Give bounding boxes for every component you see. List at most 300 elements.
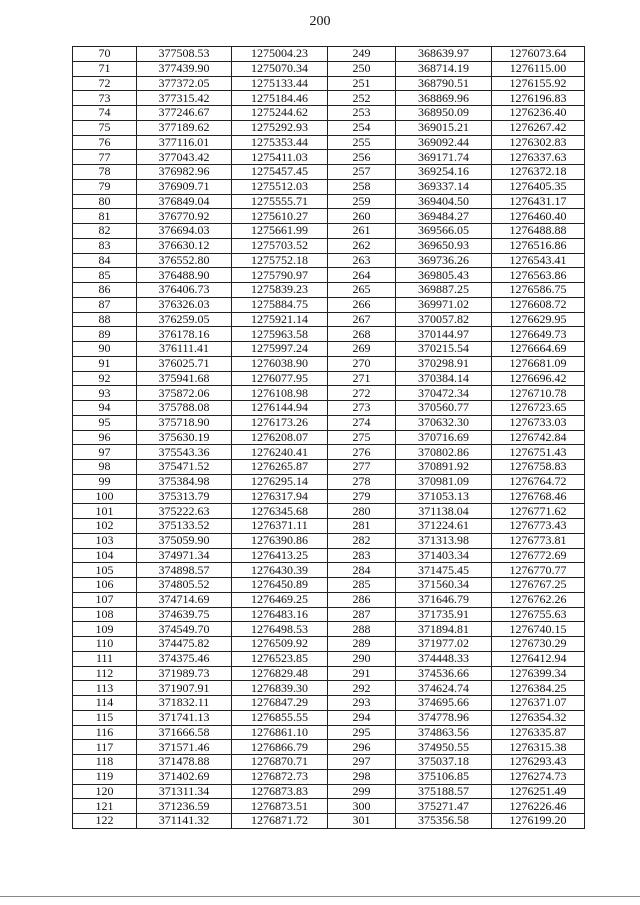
y-coordinate-left: 1276345.68: [232, 504, 328, 519]
point-number-right: 257: [328, 165, 396, 180]
x-coordinate-left: 371666.58: [137, 725, 232, 740]
y-coordinate-left: 1276483.16: [232, 607, 328, 622]
x-coordinate-right: 371977.02: [396, 637, 492, 652]
point-number-right: 298: [328, 769, 396, 784]
point-number-right: 270: [328, 356, 396, 371]
y-coordinate-right: 1276315.38: [492, 740, 585, 755]
x-coordinate-left: 374375.46: [137, 651, 232, 666]
x-coordinate-left: 375384.98: [137, 474, 232, 489]
point-number-right: 256: [328, 150, 396, 165]
y-coordinate-left: 1276413.25: [232, 548, 328, 563]
point-number-left: 75: [73, 120, 137, 135]
y-coordinate-right: 1276733.03: [492, 415, 585, 430]
table-row: [73, 681, 585, 696]
y-coordinate-left: 1275411.03: [232, 150, 328, 165]
y-coordinate-right: 1276767.25: [492, 578, 585, 593]
point-number-left: 118: [73, 755, 137, 770]
x-coordinate-right: 370057.82: [396, 312, 492, 327]
y-coordinate-left: 1276077.95: [232, 371, 328, 386]
table-row: [73, 61, 585, 76]
x-coordinate-right: 374624.74: [396, 681, 492, 696]
x-coordinate-left: 374898.57: [137, 563, 232, 578]
y-coordinate-right: 1276236.40: [492, 106, 585, 121]
y-coordinate-left: 1275752.18: [232, 253, 328, 268]
point-number-right: 277: [328, 460, 396, 475]
x-coordinate-left: 371989.73: [137, 666, 232, 681]
x-coordinate-left: 374639.75: [137, 607, 232, 622]
x-coordinate-left: 374971.34: [137, 548, 232, 563]
x-coordinate-right: 374863.56: [396, 725, 492, 740]
point-number-right: 283: [328, 548, 396, 563]
table-row: [73, 312, 585, 327]
y-coordinate-right: 1276649.73: [492, 327, 585, 342]
x-coordinate-right: 374778.96: [396, 710, 492, 725]
x-coordinate-right: 371560.34: [396, 578, 492, 593]
point-number-left: 104: [73, 548, 137, 563]
point-number-left: 115: [73, 710, 137, 725]
table-row: [73, 799, 585, 814]
x-coordinate-right: 370891.92: [396, 460, 492, 475]
point-number-left: 72: [73, 76, 137, 91]
point-number-right: 269: [328, 342, 396, 357]
y-coordinate-right: 1276371.07: [492, 696, 585, 711]
x-coordinate-left: 377043.42: [137, 150, 232, 165]
y-coordinate-right: 1276405.35: [492, 179, 585, 194]
y-coordinate-left: 1276866.79: [232, 740, 328, 755]
point-number-left: 79: [73, 179, 137, 194]
point-number-left: 105: [73, 563, 137, 578]
x-coordinate-right: 369566.05: [396, 224, 492, 239]
point-number-right: 279: [328, 489, 396, 504]
table-row: [73, 135, 585, 150]
table-row: [73, 622, 585, 637]
point-number-left: 114: [73, 696, 137, 711]
y-coordinate-right: 1276516.86: [492, 238, 585, 253]
point-number-left: 78: [73, 165, 137, 180]
x-coordinate-left: 376694.03: [137, 224, 232, 239]
x-coordinate-right: 369887.25: [396, 283, 492, 298]
table-row: [73, 327, 585, 342]
y-coordinate-left: 1275184.46: [232, 91, 328, 106]
point-number-left: 76: [73, 135, 137, 150]
y-coordinate-left: 1276509.92: [232, 637, 328, 652]
table-row: [73, 519, 585, 534]
point-number-left: 77: [73, 150, 137, 165]
point-number-right: 287: [328, 607, 396, 622]
x-coordinate-right: 371646.79: [396, 592, 492, 607]
y-coordinate-right: 1276274.73: [492, 769, 585, 784]
y-coordinate-right: 1276460.40: [492, 209, 585, 224]
x-coordinate-right: 370716.69: [396, 430, 492, 445]
point-number-left: 85: [73, 268, 137, 283]
y-coordinate-right: 1276302.83: [492, 135, 585, 150]
y-coordinate-left: 1276371.11: [232, 519, 328, 534]
x-coordinate-right: 371735.91: [396, 607, 492, 622]
y-coordinate-left: 1276430.39: [232, 563, 328, 578]
x-coordinate-right: 374695.66: [396, 696, 492, 711]
x-coordinate-right: 368639.97: [396, 47, 492, 62]
point-number-right: 301: [328, 814, 396, 829]
x-coordinate-right: 369484.27: [396, 209, 492, 224]
x-coordinate-left: 376025.71: [137, 356, 232, 371]
y-coordinate-left: 1276144.94: [232, 401, 328, 416]
point-number-left: 110: [73, 637, 137, 652]
x-coordinate-right: 370215.54: [396, 342, 492, 357]
y-coordinate-left: 1276038.90: [232, 356, 328, 371]
point-number-right: 259: [328, 194, 396, 209]
y-coordinate-right: 1276073.64: [492, 47, 585, 62]
table-row: [73, 356, 585, 371]
table-row: [73, 253, 585, 268]
point-number-left: 107: [73, 592, 137, 607]
y-coordinate-right: 1276723.65: [492, 401, 585, 416]
y-coordinate-left: 1276469.25: [232, 592, 328, 607]
x-coordinate-right: 371138.04: [396, 504, 492, 519]
point-number-left: 120: [73, 784, 137, 799]
point-number-right: 268: [328, 327, 396, 342]
point-number-right: 280: [328, 504, 396, 519]
point-number-left: 89: [73, 327, 137, 342]
point-number-right: 252: [328, 91, 396, 106]
y-coordinate-left: 1276208.07: [232, 430, 328, 445]
point-number-left: 84: [73, 253, 137, 268]
x-coordinate-right: 369171.74: [396, 150, 492, 165]
x-coordinate-left: 375313.79: [137, 489, 232, 504]
x-coordinate-right: 375271.47: [396, 799, 492, 814]
point-number-left: 121: [73, 799, 137, 814]
x-coordinate-left: 376259.05: [137, 312, 232, 327]
x-coordinate-right: 371224.61: [396, 519, 492, 534]
point-number-left: 92: [73, 371, 137, 386]
x-coordinate-left: 377315.42: [137, 91, 232, 106]
point-number-right: 271: [328, 371, 396, 386]
x-coordinate-right: 371313.98: [396, 533, 492, 548]
point-number-left: 90: [73, 342, 137, 357]
y-coordinate-right: 1276681.09: [492, 356, 585, 371]
y-coordinate-right: 1276773.81: [492, 533, 585, 548]
y-coordinate-right: 1276399.34: [492, 666, 585, 681]
y-coordinate-left: 1275703.52: [232, 238, 328, 253]
x-coordinate-right: 370384.14: [396, 371, 492, 386]
point-number-right: 293: [328, 696, 396, 711]
x-coordinate-left: 371478.88: [137, 755, 232, 770]
point-number-left: 99: [73, 474, 137, 489]
y-coordinate-left: 1275884.75: [232, 297, 328, 312]
x-coordinate-left: 377439.90: [137, 61, 232, 76]
point-number-right: 291: [328, 666, 396, 681]
y-coordinate-right: 1276337.63: [492, 150, 585, 165]
x-coordinate-left: 376178.16: [137, 327, 232, 342]
point-number-left: 111: [73, 651, 137, 666]
x-coordinate-right: 375106.85: [396, 769, 492, 784]
x-coordinate-right: 369971.02: [396, 297, 492, 312]
x-coordinate-left: 374475.82: [137, 637, 232, 652]
y-coordinate-left: 1275555.71: [232, 194, 328, 209]
point-number-left: 70: [73, 47, 137, 62]
table-row: [73, 297, 585, 312]
table-row: [73, 430, 585, 445]
y-coordinate-right: 1276199.20: [492, 814, 585, 829]
table-row: [73, 784, 585, 799]
table-row: [73, 238, 585, 253]
x-coordinate-left: 376909.71: [137, 179, 232, 194]
x-coordinate-right: 368714.19: [396, 61, 492, 76]
y-coordinate-left: 1276855.55: [232, 710, 328, 725]
x-coordinate-right: 371894.81: [396, 622, 492, 637]
y-coordinate-right: 1276758.83: [492, 460, 585, 475]
x-coordinate-left: 375941.68: [137, 371, 232, 386]
point-number-left: 119: [73, 769, 137, 784]
table-row: [73, 120, 585, 135]
x-coordinate-right: 369015.21: [396, 120, 492, 135]
y-coordinate-left: 1275292.93: [232, 120, 328, 135]
x-coordinate-right: 375188.57: [396, 784, 492, 799]
table-row: [73, 563, 585, 578]
y-coordinate-right: 1276771.62: [492, 504, 585, 519]
x-coordinate-right: 374536.66: [396, 666, 492, 681]
point-number-right: 275: [328, 430, 396, 445]
point-number-right: 253: [328, 106, 396, 121]
point-number-left: 86: [73, 283, 137, 298]
point-number-right: 282: [328, 533, 396, 548]
x-coordinate-right: 370802.86: [396, 445, 492, 460]
table-row: [73, 165, 585, 180]
point-number-left: 109: [73, 622, 137, 637]
point-number-right: 294: [328, 710, 396, 725]
y-coordinate-left: 1276873.83: [232, 784, 328, 799]
x-coordinate-left: 376849.04: [137, 194, 232, 209]
y-coordinate-right: 1276372.18: [492, 165, 585, 180]
y-coordinate-right: 1276773.43: [492, 519, 585, 534]
y-coordinate-right: 1276354.32: [492, 710, 585, 725]
x-coordinate-right: 369254.16: [396, 165, 492, 180]
point-number-right: 284: [328, 563, 396, 578]
x-coordinate-left: 375471.52: [137, 460, 232, 475]
footer-divider: [0, 896, 640, 897]
table-row: [73, 769, 585, 784]
table-row: [73, 194, 585, 209]
y-coordinate-left: 1276861.10: [232, 725, 328, 740]
point-number-right: 264: [328, 268, 396, 283]
point-number-left: 112: [73, 666, 137, 681]
table-row: [73, 725, 585, 740]
x-coordinate-right: 368869.96: [396, 91, 492, 106]
x-coordinate-left: 371311.34: [137, 784, 232, 799]
table-row: [73, 740, 585, 755]
point-number-left: 93: [73, 386, 137, 401]
x-coordinate-left: 375630.19: [137, 430, 232, 445]
y-coordinate-left: 1276295.14: [232, 474, 328, 489]
point-number-left: 91: [73, 356, 137, 371]
table-row: [73, 592, 585, 607]
x-coordinate-right: 369337.14: [396, 179, 492, 194]
y-coordinate-left: 1275244.62: [232, 106, 328, 121]
y-coordinate-right: 1276543.41: [492, 253, 585, 268]
x-coordinate-left: 371741.13: [137, 710, 232, 725]
table-row: [73, 91, 585, 106]
y-coordinate-right: 1276563.86: [492, 268, 585, 283]
table-row: [73, 474, 585, 489]
point-number-left: 80: [73, 194, 137, 209]
point-number-left: 101: [73, 504, 137, 519]
point-number-right: 285: [328, 578, 396, 593]
point-number-right: 272: [328, 386, 396, 401]
x-coordinate-right: 370144.97: [396, 327, 492, 342]
y-coordinate-right: 1276335.87: [492, 725, 585, 740]
point-number-right: 251: [328, 76, 396, 91]
page-number: 200: [309, 14, 331, 29]
y-coordinate-right: 1276696.42: [492, 371, 585, 386]
x-coordinate-right: 369736.26: [396, 253, 492, 268]
point-number-right: 265: [328, 283, 396, 298]
y-coordinate-right: 1276764.72: [492, 474, 585, 489]
point-number-left: 113: [73, 681, 137, 696]
point-number-left: 103: [73, 533, 137, 548]
y-coordinate-left: 1276870.71: [232, 755, 328, 770]
point-number-left: 88: [73, 312, 137, 327]
point-number-right: 262: [328, 238, 396, 253]
x-coordinate-right: 369092.44: [396, 135, 492, 150]
table-row: [73, 224, 585, 239]
point-number-right: 254: [328, 120, 396, 135]
y-coordinate-left: 1276317.94: [232, 489, 328, 504]
y-coordinate-left: 1276265.87: [232, 460, 328, 475]
y-coordinate-right: 1276586.75: [492, 283, 585, 298]
point-number-right: 286: [328, 592, 396, 607]
table-row: [73, 696, 585, 711]
y-coordinate-left: 1275610.27: [232, 209, 328, 224]
y-coordinate-left: 1276829.48: [232, 666, 328, 681]
y-coordinate-right: 1276770.77: [492, 563, 585, 578]
x-coordinate-right: 374448.33: [396, 651, 492, 666]
point-number-right: 292: [328, 681, 396, 696]
y-coordinate-right: 1276488.88: [492, 224, 585, 239]
table-row: [73, 179, 585, 194]
y-coordinate-right: 1276755.63: [492, 607, 585, 622]
table-row: [73, 504, 585, 519]
y-coordinate-left: 1276390.86: [232, 533, 328, 548]
y-coordinate-right: 1276730.29: [492, 637, 585, 652]
point-number-right: 260: [328, 209, 396, 224]
coordinates-table: [72, 46, 585, 829]
point-number-left: 97: [73, 445, 137, 460]
point-number-left: 95: [73, 415, 137, 430]
x-coordinate-left: 376630.12: [137, 238, 232, 253]
point-number-right: 255: [328, 135, 396, 150]
x-coordinate-right: 375356.58: [396, 814, 492, 829]
point-number-left: 73: [73, 91, 137, 106]
y-coordinate-right: 1276740.15: [492, 622, 585, 637]
y-coordinate-right: 1276710.78: [492, 386, 585, 401]
x-coordinate-left: 376770.92: [137, 209, 232, 224]
point-number-right: 261: [328, 224, 396, 239]
point-number-left: 116: [73, 725, 137, 740]
y-coordinate-right: 1276384.25: [492, 681, 585, 696]
point-number-right: 249: [328, 47, 396, 62]
point-number-right: 290: [328, 651, 396, 666]
y-coordinate-right: 1276664.69: [492, 342, 585, 357]
y-coordinate-right: 1276608.72: [492, 297, 585, 312]
y-coordinate-left: 1275512.03: [232, 179, 328, 194]
y-coordinate-right: 1276155.92: [492, 76, 585, 91]
point-number-left: 100: [73, 489, 137, 504]
table-row: [73, 268, 585, 283]
y-coordinate-right: 1276742.84: [492, 430, 585, 445]
point-number-left: 106: [73, 578, 137, 593]
y-coordinate-left: 1276450.89: [232, 578, 328, 593]
x-coordinate-left: 377189.62: [137, 120, 232, 135]
table-row: [73, 489, 585, 504]
x-coordinate-left: 371907.91: [137, 681, 232, 696]
table-row: [73, 637, 585, 652]
y-coordinate-left: 1276839.30: [232, 681, 328, 696]
x-coordinate-left: 375133.52: [137, 519, 232, 534]
point-number-right: 274: [328, 415, 396, 430]
y-coordinate-right: 1276412.94: [492, 651, 585, 666]
x-coordinate-right: 371053.13: [396, 489, 492, 504]
x-coordinate-left: 371402.69: [137, 769, 232, 784]
point-number-left: 81: [73, 209, 137, 224]
point-number-left: 96: [73, 430, 137, 445]
point-number-right: 273: [328, 401, 396, 416]
y-coordinate-left: 1276523.85: [232, 651, 328, 666]
point-number-left: 102: [73, 519, 137, 534]
y-coordinate-left: 1275839.23: [232, 283, 328, 298]
x-coordinate-left: 371832.11: [137, 696, 232, 711]
table-row: [73, 578, 585, 593]
y-coordinate-left: 1275133.44: [232, 76, 328, 91]
point-number-left: 83: [73, 238, 137, 253]
point-number-left: 87: [73, 297, 137, 312]
table-row: [73, 209, 585, 224]
table-row: [73, 342, 585, 357]
point-number-left: 71: [73, 61, 137, 76]
table-row: [73, 548, 585, 563]
x-coordinate-right: 370632.30: [396, 415, 492, 430]
y-coordinate-left: 1275790.97: [232, 268, 328, 283]
y-coordinate-left: 1276173.26: [232, 415, 328, 430]
x-coordinate-left: 377372.05: [137, 76, 232, 91]
table-row: [73, 76, 585, 91]
x-coordinate-left: 377508.53: [137, 47, 232, 62]
x-coordinate-left: 376982.96: [137, 165, 232, 180]
y-coordinate-right: 1276251.49: [492, 784, 585, 799]
point-number-left: 117: [73, 740, 137, 755]
y-coordinate-left: 1275070.34: [232, 61, 328, 76]
point-number-left: 74: [73, 106, 137, 121]
table-row: [73, 710, 585, 725]
x-coordinate-left: 376406.73: [137, 283, 232, 298]
y-coordinate-left: 1276871.72: [232, 814, 328, 829]
x-coordinate-right: 371403.34: [396, 548, 492, 563]
y-coordinate-right: 1276762.26: [492, 592, 585, 607]
x-coordinate-right: 368950.09: [396, 106, 492, 121]
x-coordinate-left: 371571.46: [137, 740, 232, 755]
y-coordinate-left: 1276847.29: [232, 696, 328, 711]
y-coordinate-left: 1275661.99: [232, 224, 328, 239]
x-coordinate-left: 376111.41: [137, 342, 232, 357]
y-coordinate-right: 1276772.69: [492, 548, 585, 563]
point-number-left: 122: [73, 814, 137, 829]
point-number-right: 263: [328, 253, 396, 268]
point-number-right: 250: [328, 61, 396, 76]
y-coordinate-left: 1276240.41: [232, 445, 328, 460]
table-row: [73, 47, 585, 62]
x-coordinate-right: 369805.43: [396, 268, 492, 283]
x-coordinate-right: 370981.09: [396, 474, 492, 489]
x-coordinate-left: 375718.90: [137, 415, 232, 430]
x-coordinate-left: 374714.69: [137, 592, 232, 607]
